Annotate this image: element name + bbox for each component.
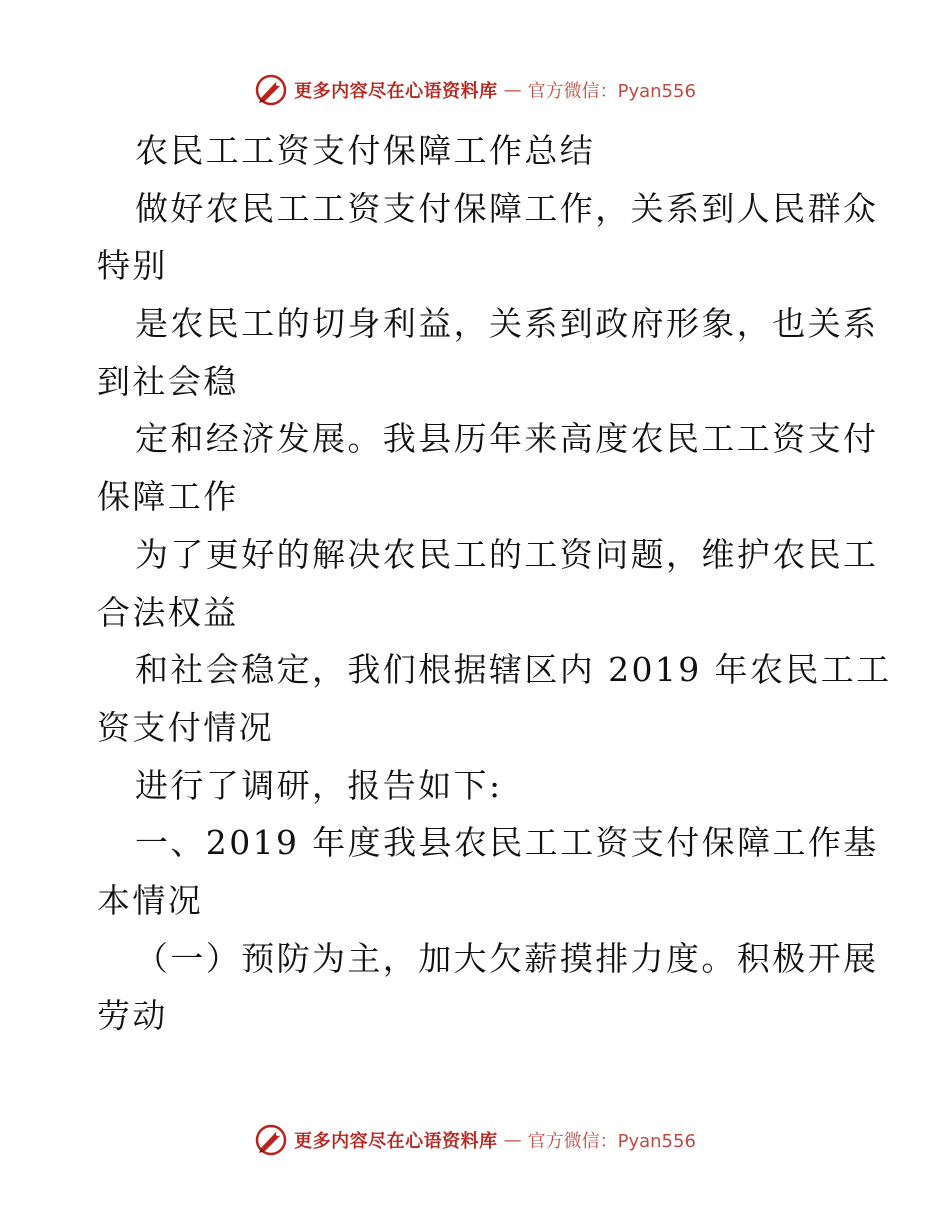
paragraph-line: 是农民工的切身利益，关系到政府形象，也关系 <box>135 304 879 344</box>
paragraph-line: 劳动 <box>97 996 168 1036</box>
footer-banner <box>0 1120 950 1160</box>
document-title: 农民工工资支付保障工作总结 <box>135 131 596 170</box>
pen-logo-icon <box>254 73 288 107</box>
paragraph-line: 保障工作 <box>97 477 239 517</box>
pen-logo-icon <box>254 1123 288 1157</box>
paragraph-line: 做好农民工工资支付保障工作，关系到人民群众 <box>135 188 879 228</box>
subsection-heading: （一）预防为主，加大欠薪摸排力度。积极开展 <box>135 938 879 978</box>
section-heading-continued: 本情况 <box>97 880 204 920</box>
paragraph-line: 和社会稳定，我们根据辖区内 2019 年农民工工 <box>135 650 892 690</box>
paragraph-line: 资支付情况 <box>97 707 274 747</box>
footer-banner-separator: — <box>503 1129 522 1151</box>
document-body <box>97 122 892 1045</box>
footer-banner-sub-text: 官方微信：Pyan556 <box>527 1131 696 1152</box>
paragraph-line: 到社会稳 <box>97 361 239 401</box>
paragraph-line: 特别 <box>97 246 168 286</box>
paragraph-line: 定和经济发展。我县历年来高度农民工工资支付 <box>135 419 879 459</box>
footer-banner-main-text: 更多内容尽在心语资料库 <box>294 1131 498 1152</box>
paragraph-line: 为了更好的解决农民工的工资问题，维护农民工 <box>135 534 879 574</box>
paragraph-line: 合法权益 <box>97 592 239 632</box>
header-banner <box>0 70 950 110</box>
header-banner-content <box>254 73 696 107</box>
header-banner-main-text: 更多内容尽在心语资料库 <box>294 81 498 102</box>
paragraph-line: 进行了调研，报告如下: <box>135 765 503 805</box>
footer-banner-content <box>254 1123 696 1157</box>
header-banner-sub-text: 官方微信：Pyan556 <box>527 81 696 102</box>
section-heading: 一、2019 年度我县农民工工资支付保障工作基 <box>135 823 879 863</box>
header-banner-separator: — <box>503 79 522 101</box>
